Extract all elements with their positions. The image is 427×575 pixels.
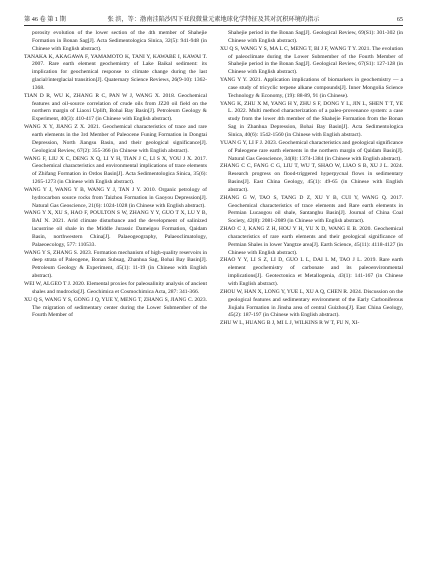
reference-entry: ZHU W L, HUANG B J, MI L J, WILKINS R W T, FU N, XI- — [220, 320, 360, 327]
reference-entry: ZHANG C C, FANG C G, LIU T, WU T, SHAO W, LIAO S B, XU J L. 2024. Research progress on flood-triggered hyperpycnal flows in sedimentary Basins[J]. East China Geology, 45(1): 49-65 (in Chinese with English abstract). — [220, 163, 403, 193]
reference-entry: YANG Y Y. 2021. Application implications of biomarkers in geochemistry — a case study of tricyclic terpene alkane compounds[J]. Inner Mongolia Science Technology & Economy, (19): 88-89, 91 (in Chinese). — [220, 77, 403, 99]
reference-entry: YANG K, ZHU X M, YANG H Y, ZHU S F, DONG Y L, JIN L, SHEN T T, YE L. 2022. Multi method characterization of a paleo-provenance system: a case study from the lower 4th member of the Shahejie Formation from the Bonan Sag in Zhanhua Depression, Bohai Bay Basin[J]. Acta Sedimentologica Sinica, 40(6): 1542-1560 (in Chinese with English abstract). — [220, 100, 403, 138]
journal-volume-issue: 第 46 卷 第 1 期 — [24, 16, 66, 23]
reference-entry: WEI W, ALGEO T J. 2020. Elemental proxies for paleosalinity analysis of ancient shales and mudrocks[J]. Geochimica et Cosmochimica Acta, 287: 341-366. — [24, 281, 207, 295]
reference-entry: YUAN G Y, LI F J. 2023. Geochemical characteristics and geological significance of Paleogene rare earth elements in the northern margin of Qaidam Basin[J]. Natural Gas Geoscience, 34(8): 1374-1384 (in Chinese with English abstract). — [220, 139, 403, 162]
page-number: 65 — [396, 16, 403, 23]
running-header — [24, 10, 403, 26]
left-column — [24, 30, 207, 567]
reference-entry: XU Q S, WANG Y S, GONG J Q, YUE Y, MENG T, ZHANG S, JIANG C. 2023. The migration of sedimentary center during the Lower Submember of the Fourth Member of — [24, 296, 207, 319]
reference-entry: Shahejie period in the Bonan Sag[J]. Geological Review, 69(S1): 301-302 (in Chinese with English abstract). — [228, 30, 403, 44]
right-column — [220, 30, 403, 567]
reference-entry: WANG X Y, JIANG Z X. 2021. Geochemical characteristics of trace and rare earth elements in the 3rd Member of Paleocene Funing Formation in Dongtai Depression, North Jiangsu Basin, and their geological significance[J]. Geological Review, 67(2): 355-366 (in Chinese with English abstract). — [24, 124, 207, 154]
reference-entry: ZHAO Y Y, LI S Z, LI D, GUO L L, DAI L M, TAO J L. 2019. Rare earth element geochemistry of carbonate and its paleoenvironmental implications[J]. Geotectonica et Metallogenia, 43(1): 141-167 (in Chinese with English abstract). — [220, 257, 403, 287]
reference-entry: ZHOU W, HAN X, LONG Y, YUE L, XU A Q, CHEN R. 2024. Discussion on the geological features and sedimentary environment of the Early Carboniferous Jiujialu Formation in Jinsha area of central Guizhou[J]. East China Geology, 45(2): 187-197 (in Chinese with English abstract). — [220, 288, 403, 319]
reference-entry: TANAKA K, AKAGAWA F, YAMAMOTO K, TANI Y, KAWABE I, KAWAI T. 2007. Rare earth element geochemistry of Lake Baikal sediment: its implication for geochemical response to climate change during the last glacial/interglacial transition[J]. Quaternary Science Reviews, 26(9-10): 1362-1368. — [24, 53, 207, 91]
reference-entry: porosity evolution of the lower section of the 4th member of Shahejie Formation in Bonan Sag[J]. Acta Sedimentologica Sinica, 32(5): 941-948 (in Chinese with English abstract). — [32, 30, 207, 52]
reference-entry: XU Q S, WANG Y S, MA L C, MENG T, BI J F, WANG T Y. 2021. The evolution of paleoclimate during the Lower Submember of the Fourth Member of Shahejie period in the Bonan Sag[J]. Geological Review, 67(S1): 127-128 (in Chinese with English abstract). — [220, 45, 403, 76]
reference-entry: WANG Y S, ZHANG S. 2023. Formation mechanism of high-quality reservoirs in deep strata of Paleogene, Bonan Subsag, Zhanhua Sag, Bohai Bay Basin[J]. Petroleum Geology & Experiment, 45(1): 11-19 (in Chinese with English abstract). — [24, 249, 207, 280]
reference-entry: WANG Y J, WANG Y B, WANG Y J, TAN J Y. 2010. Organic petrology of hydrocarbon source rocks from Taizhou Formation in Gaoyou Depression[J]. Natural Gas Geoscience, 21(6): 1024-1028 (in Chinese with English abstract). — [24, 186, 207, 209]
references-body — [24, 30, 403, 567]
reference-entry: TIAN D R, WU K, ZHANG R C, PAN W J, WANG X. 2018. Geochemical features and oil-source correlation of crude oils from JZ20 oil field on the northern margin of Liaoxi Uplift, Bohai Bay Basin[J]. Petroleum Geology & Experiment, 40(3): 410-417 (in Chinese with English abstract). — [24, 92, 207, 123]
reference-entry: ZHANG G W, TAO S, TANG D Z, XU Y B, CUI Y, WANG Q. 2017. Geochemical characteristics of trace elements and Rare earth elements in Permian Lucaogou oil shale, Santanghu Basin[J]. Journal of China Coal Society, 42(8): 2081-2089 (in Chinese with English abstract). — [220, 194, 403, 225]
reference-entry: WANG Y X, XU S, HAO F, POULTON S W, ZHANG Y Y, GUO T X, LU Y B, BAI N. 2021. Arid climate disturbance and the development of salinized lacustrine oil shale in the Middle Jurassic Dameigou Formation, Qaidam Basin, northwestern China[J]. Palaeogeography, Palaeoclimatology, Palaeoecology, 577: 110533. — [24, 210, 207, 248]
reference-entry: ZHAO C J, KANG Z H, HOU Y H, YU X D, WANG E B. 2020. Geochemical characteristics of rare earth elements and their geological significance of Permian Shales in lower Yangtze area[J]. Earth Science, 45(11): 4118-4127 (in Chinese with English abstract). — [220, 226, 403, 256]
reference-entry: WANG F, LIU X C, DENG X Q, LI Y H, TIAN J C, LI S X, YOU J X. 2017. Geochemical characteristics and environmental implications of trace elements of Zhifang Formation in Ordos Basin[J]. Acta Sedimentologica Sinica, 35(6): 1265-1273 (in Chinese with English abstract). — [24, 155, 207, 186]
running-title: 张 滨，等：渤南洼陷沙四下亚段微量元素地球化学特征及其对沉积环境的指示 — [107, 16, 320, 23]
